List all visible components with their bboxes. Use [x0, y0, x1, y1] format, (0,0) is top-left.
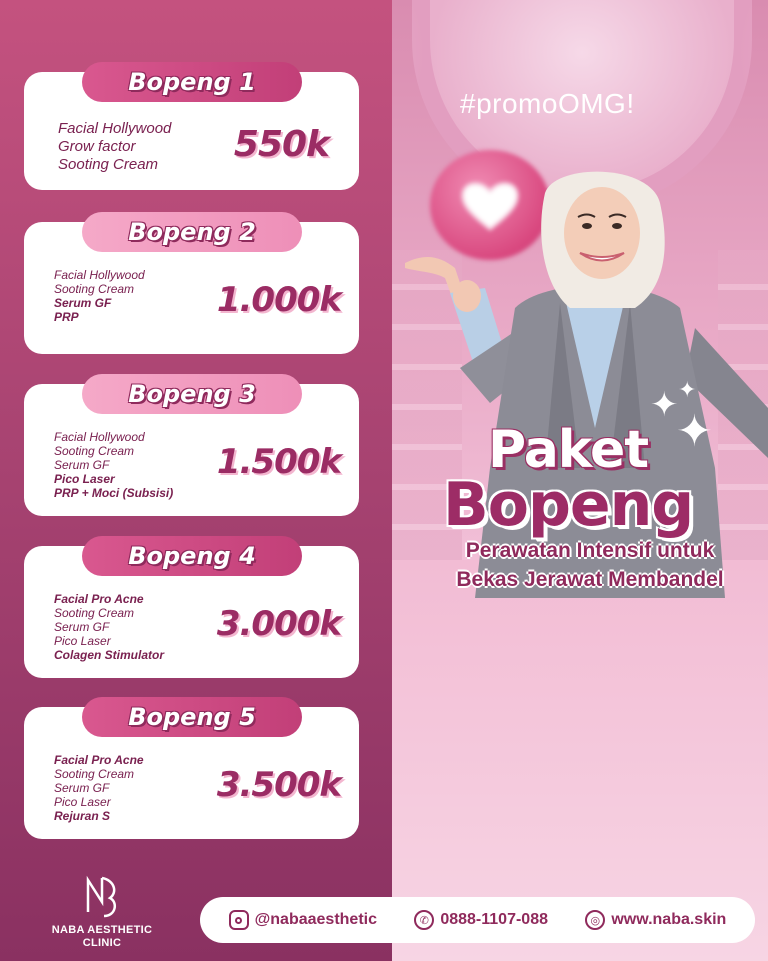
- package-item: Facial Pro Acne: [54, 592, 144, 606]
- package-item: Pico Laser: [54, 634, 111, 648]
- package-item: Pico Laser: [54, 795, 111, 809]
- package-price: 550k: [233, 124, 329, 165]
- instagram-handle: @nabaaesthetic: [254, 911, 377, 928]
- package-price: 3.000k: [216, 604, 341, 644]
- package-card-bopeng-1: [24, 68, 359, 190]
- package-price: 1.000k: [216, 280, 341, 320]
- package-name: Bopeng 1: [128, 68, 256, 96]
- package-items: [54, 268, 145, 324]
- package-item: Serum GF: [54, 781, 110, 795]
- package-name: Bopeng 3: [128, 380, 256, 408]
- title-bopeng: Bopeng: [443, 470, 694, 540]
- package-items: [54, 753, 144, 823]
- clinic-name-line-2: CLINIC: [82, 937, 122, 949]
- subtitle: [420, 536, 760, 594]
- subtitle-line-1: Perawatan Intensif untuk: [465, 539, 715, 562]
- package-item: Serum GF: [54, 296, 112, 310]
- package-name: Bopeng 4: [128, 542, 256, 570]
- package-item: Sooting Cream: [54, 606, 135, 620]
- package-item: Facial Hollywood: [54, 268, 145, 282]
- package-price: 3.500k: [216, 765, 341, 805]
- subtitle-line-2: Bekas Jerawat Membandel: [456, 568, 724, 591]
- package-item: Facial Hollywood: [58, 120, 172, 137]
- sparkle-icon: ✦: [678, 378, 697, 403]
- sparkle-icon: ✦: [650, 385, 679, 425]
- instagram-icon: [229, 910, 249, 930]
- package-items: [58, 120, 171, 174]
- whatsapp-icon: ✆: [414, 910, 434, 930]
- package-item: Pico Laser: [54, 472, 115, 486]
- package-item: Facial Pro Acne: [54, 753, 144, 767]
- package-item: Colagen Stimulator: [54, 648, 165, 662]
- package-item: Sooting Cream: [58, 156, 159, 173]
- package-item: Sooting Cream: [54, 444, 135, 458]
- title-paket: Paket: [488, 420, 649, 480]
- package-item: Rejuran S: [54, 809, 111, 823]
- contact-bar: [200, 897, 755, 943]
- package-item: PRP + Moci (Subsisi): [54, 486, 174, 500]
- package-item: Facial Hollywood: [54, 430, 145, 444]
- phone-number: 0888-1107-088: [440, 911, 548, 928]
- instagram-contact[interactable]: [229, 910, 377, 930]
- package-name-tab: [82, 62, 302, 102]
- package-card-bopeng-5: [24, 703, 359, 839]
- whatsapp-contact[interactable]: [414, 910, 548, 930]
- package-card-bopeng-2: [24, 218, 359, 354]
- package-name-tab: [82, 374, 302, 414]
- package-item: Serum GF: [54, 458, 110, 472]
- package-item: Serum GF: [54, 620, 110, 634]
- clinic-logo: [38, 872, 166, 950]
- sparkle-icon: ✦: [676, 406, 713, 457]
- naba-logo-icon: [80, 872, 124, 920]
- website-contact[interactable]: [585, 910, 726, 930]
- package-name: Bopeng 5: [128, 703, 256, 731]
- package-name-tab: [82, 212, 302, 252]
- package-items: [54, 430, 173, 500]
- website-url: www.naba.skin: [611, 911, 727, 928]
- package-item: Sooting Cream: [54, 767, 135, 781]
- package-item: Grow factor: [58, 138, 136, 155]
- clinic-name-line-1: NABA AESTHETIC: [51, 924, 153, 936]
- package-name-tab: [82, 536, 302, 576]
- package-card-bopeng-4: [24, 542, 359, 678]
- package-card-bopeng-3: [24, 380, 359, 516]
- package-name: Bopeng 2: [128, 218, 256, 246]
- package-items: [54, 592, 164, 662]
- promo-hashtag: #promoOMG!: [460, 88, 635, 119]
- package-item: Sooting Cream: [54, 282, 135, 296]
- package-price: 1.500k: [216, 442, 341, 482]
- package-name-tab: [82, 697, 302, 737]
- globe-icon: ◎: [585, 910, 605, 930]
- package-item: PRP: [54, 310, 79, 324]
